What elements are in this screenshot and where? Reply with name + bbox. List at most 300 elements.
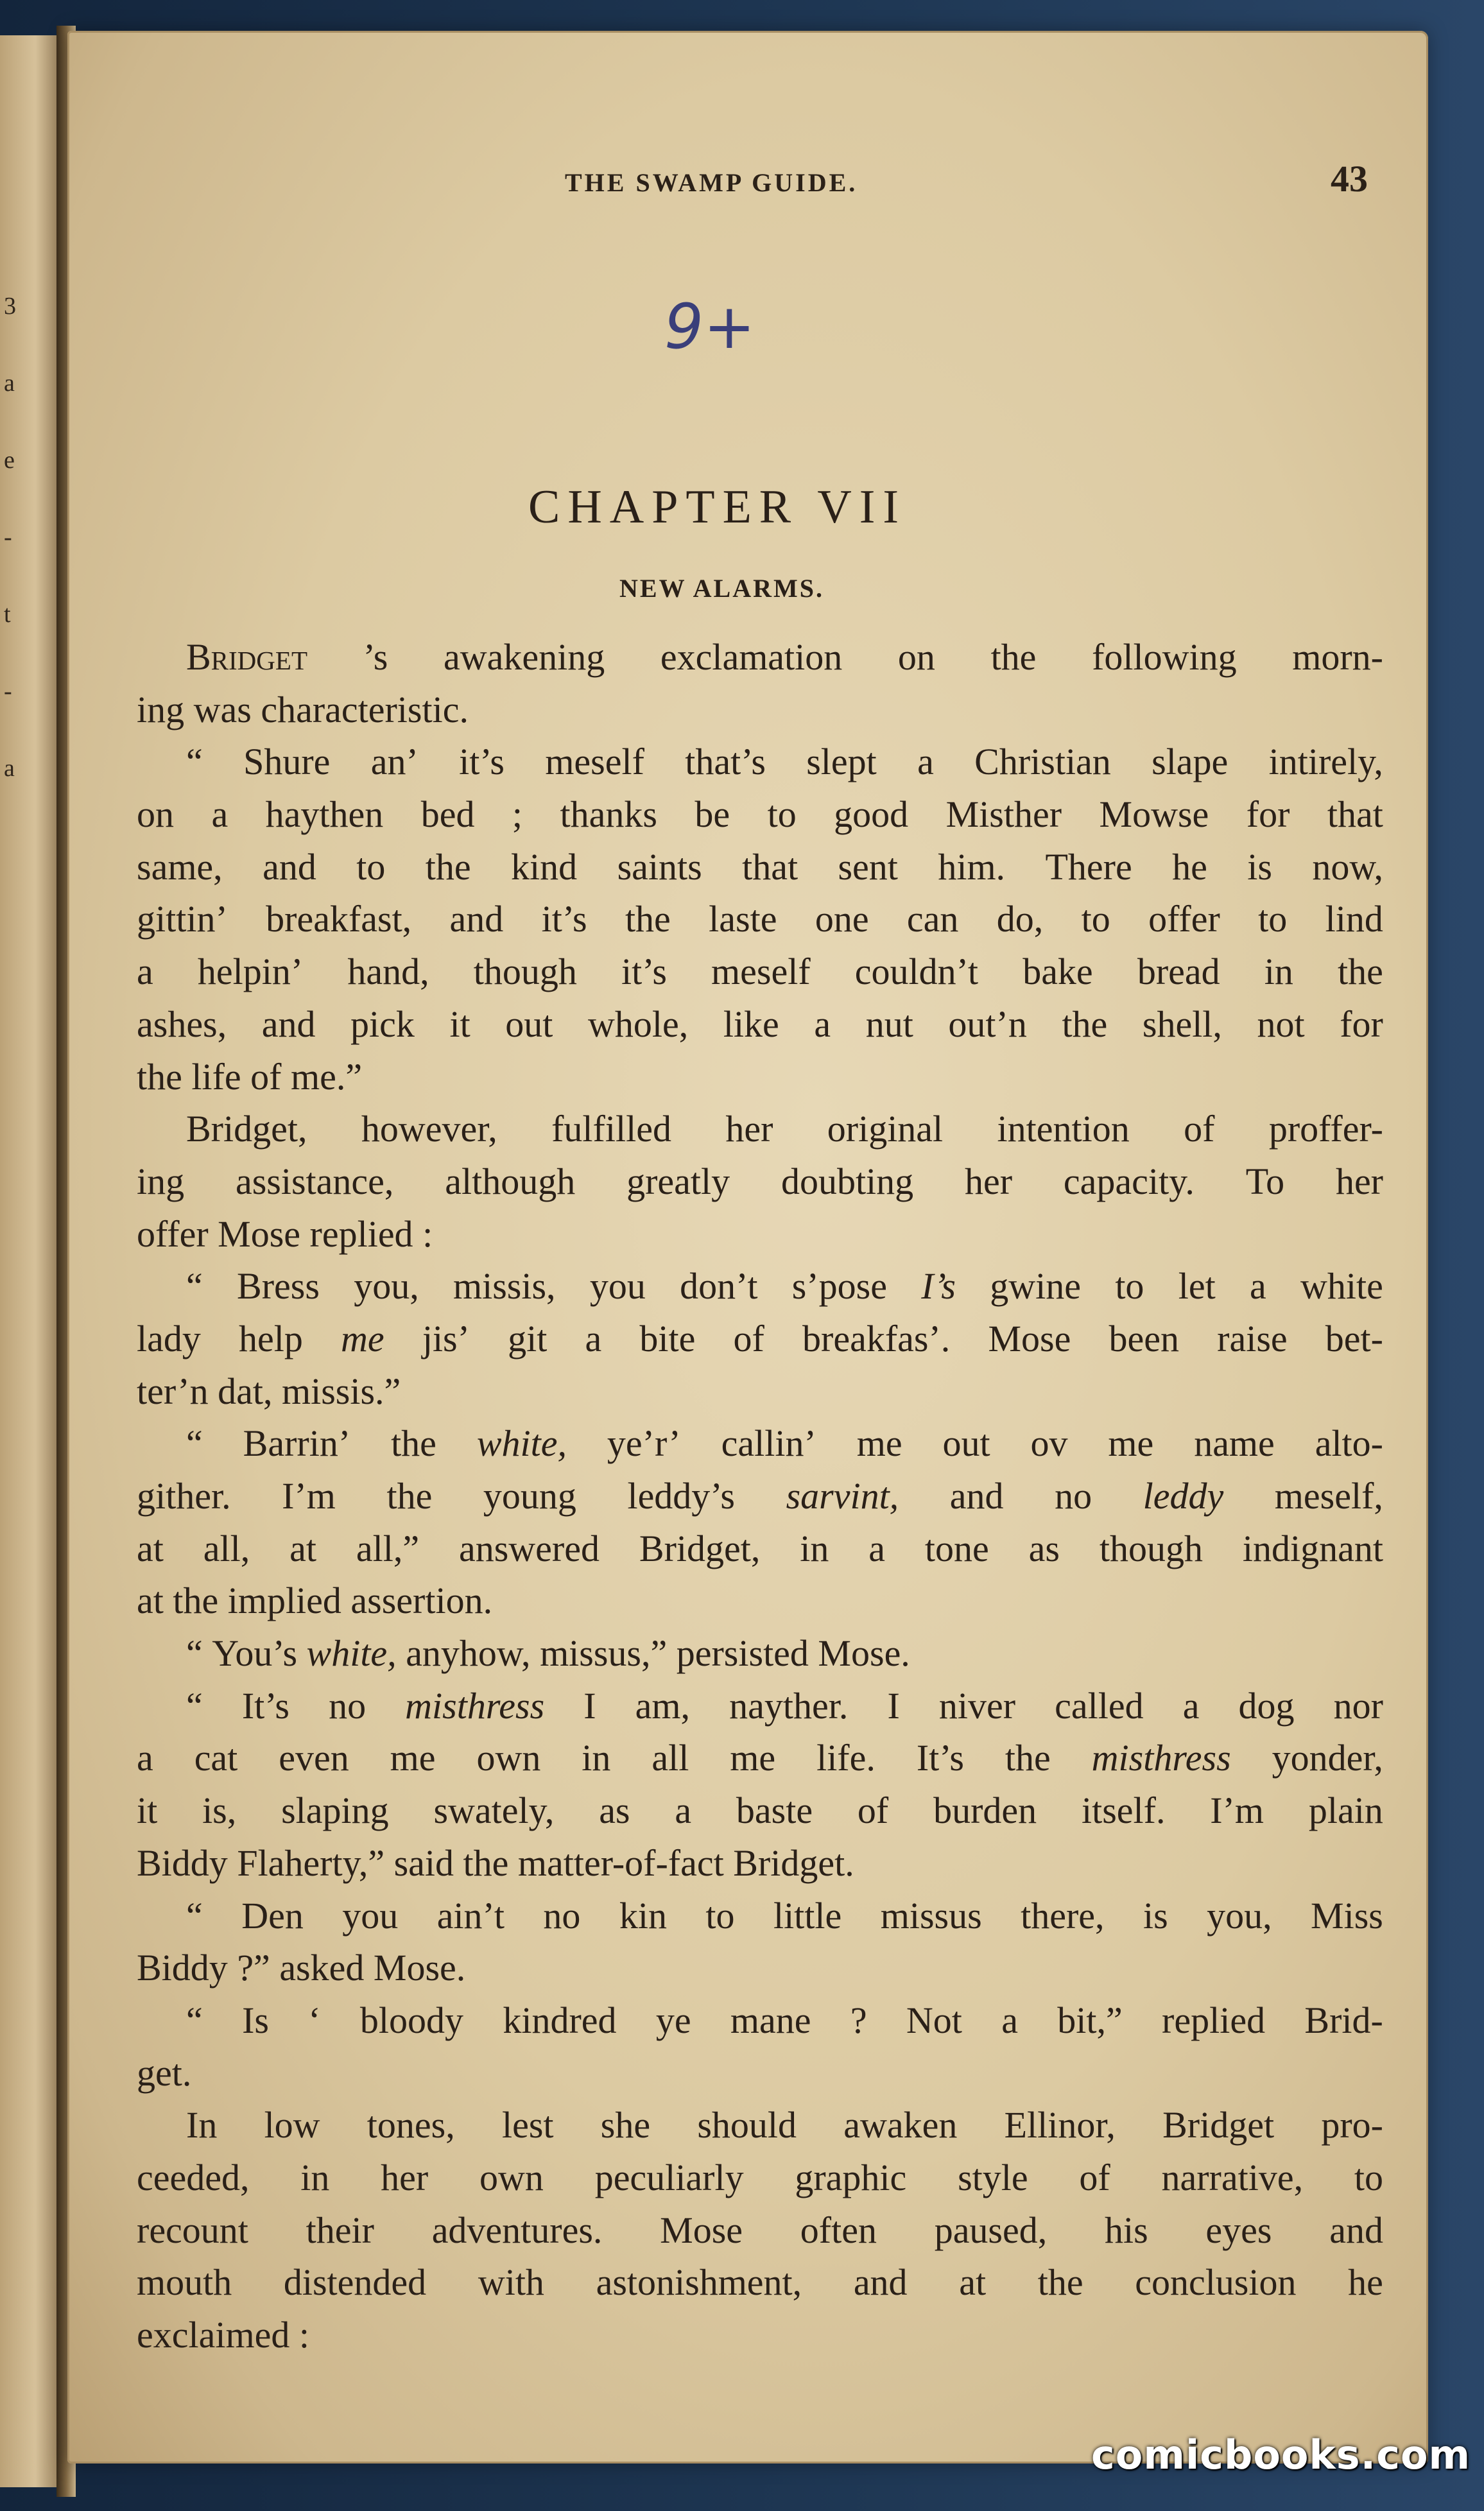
text-word: was — [193, 688, 261, 730]
text-word: bake — [1022, 951, 1093, 993]
text-word: doubting — [781, 1160, 914, 1202]
text-word: lady — [137, 1317, 201, 1359]
text-word: In — [186, 2104, 218, 2146]
text-word: morn- — [1292, 636, 1383, 678]
left-page-fragment: a — [4, 370, 15, 397]
text-word: kindred — [503, 1999, 617, 2041]
text-line — [137, 2256, 1383, 2309]
text-word: Barrin’ — [243, 1422, 351, 1465]
text-word: and — [949, 1475, 1004, 1517]
text-word: young — [483, 1475, 576, 1517]
text-line — [137, 1942, 1383, 1994]
text-word: matter-of-fact — [517, 1842, 734, 1884]
text-word: life. — [816, 1737, 876, 1779]
text-word: me — [390, 1737, 436, 1779]
text-word: a — [917, 741, 934, 783]
text-word: itself. — [1081, 1790, 1166, 1832]
text-word: niver — [938, 1684, 1016, 1727]
text-word: me — [1108, 1422, 1154, 1465]
text-word: sarvint, — [786, 1475, 899, 1517]
text-word: bite — [639, 1317, 696, 1359]
text-word: as — [1028, 1527, 1060, 1569]
text-word: to — [1081, 898, 1110, 940]
text-word: a — [814, 1003, 831, 1045]
text-word: it — [137, 1790, 158, 1832]
text-word: and — [449, 898, 504, 940]
text-word: original — [827, 1108, 944, 1150]
text-word: couldn’t — [854, 951, 979, 993]
text-word: and — [261, 1003, 316, 1045]
text-word: I’m — [282, 1475, 336, 1517]
text-word: s’pose — [791, 1265, 887, 1307]
text-word: ashes, — [137, 1003, 227, 1045]
text-word: exclamation — [660, 636, 843, 678]
left-page-fragment: t — [4, 601, 11, 628]
text-word: replied — [309, 1212, 423, 1255]
text-word: swately, — [433, 1790, 555, 1832]
left-page-fragment: - — [4, 678, 12, 705]
text-line — [137, 788, 1383, 841]
text-word: ing — [137, 688, 194, 730]
text-word: of — [733, 1317, 764, 1359]
text-word: get. — [137, 2051, 192, 2094]
text-word: meself — [545, 741, 644, 783]
text-word: asked — [279, 1947, 374, 1989]
text-word: a — [868, 1527, 886, 1569]
text-word: her — [1335, 1160, 1383, 1202]
text-word: I — [887, 1684, 900, 1727]
text-line — [137, 1575, 1383, 1627]
text-word: yonder, — [1272, 1737, 1383, 1779]
text-word: it’s — [621, 951, 667, 993]
text-word: same, — [137, 845, 223, 888]
text-word: answered — [458, 1527, 600, 1569]
text-word: said — [393, 1842, 463, 1884]
text-word: even — [279, 1737, 349, 1779]
text-word: “ — [186, 1265, 203, 1307]
text-word: out’n — [948, 1003, 1027, 1045]
text-word: nut — [865, 1003, 913, 1045]
text-line — [137, 1260, 1383, 1313]
text-word: to — [1354, 2156, 1383, 2198]
text-word: don’t — [680, 1265, 758, 1307]
text-word: ?” — [237, 1947, 280, 1989]
text-word: the — [391, 1422, 436, 1465]
text-word: helpin’ — [197, 951, 304, 993]
text-word: me — [856, 1422, 902, 1465]
text-word: that — [1327, 793, 1383, 836]
text-word: the — [463, 1842, 518, 1884]
text-word: although — [445, 1160, 576, 1202]
text-word: distended — [283, 2261, 427, 2304]
text-word: following — [1092, 636, 1237, 678]
text-word: a — [137, 1737, 153, 1779]
text-word: all, — [203, 1527, 250, 1569]
text-word: ing — [137, 1160, 185, 1202]
text-word: leddy — [1143, 1475, 1224, 1517]
text-word: ter’n — [137, 1370, 218, 1412]
text-word: ov — [1030, 1422, 1068, 1465]
text-word: all — [651, 1737, 689, 1779]
text-word: Misther — [945, 793, 1062, 836]
text-word: no — [1055, 1475, 1092, 1517]
text-word: kin — [619, 1894, 667, 1937]
text-word: white, — [476, 1422, 567, 1465]
text-word: Bridget, — [186, 1108, 307, 1150]
text-word: lest — [501, 2104, 554, 2146]
text-word: hand, — [347, 951, 429, 993]
text-word: “ — [186, 1894, 203, 1937]
text-word: on — [897, 636, 935, 678]
text-word: name — [1194, 1422, 1275, 1465]
text-word: bet- — [1325, 1317, 1383, 1359]
text-word: greatly — [626, 1160, 730, 1202]
text-word: Bridget — [186, 636, 307, 678]
text-word: leddy’s — [627, 1475, 735, 1517]
text-word: you, — [354, 1265, 419, 1307]
text-word: all,” — [356, 1527, 420, 1569]
text-word: Bridget — [1162, 2104, 1275, 2146]
running-head: THE SWAMP GUIDE. — [565, 168, 858, 197]
text-word: bed — [420, 793, 475, 836]
text-word: there, — [1021, 1894, 1105, 1937]
text-word: you — [342, 1894, 399, 1937]
text-word: often — [800, 2209, 877, 2251]
text-word: however, — [361, 1108, 497, 1150]
text-word: characteristic. — [261, 688, 469, 730]
text-word: and — [853, 2261, 908, 2304]
text-word: out — [505, 1003, 553, 1045]
text-word: her — [725, 1108, 773, 1150]
text-word: is — [1247, 845, 1272, 888]
text-word: a — [1001, 1999, 1018, 2041]
text-line — [137, 1417, 1383, 1470]
text-word: Ellinor, — [1004, 2104, 1116, 2146]
text-word: her — [381, 2156, 429, 2198]
text-word: eyes — [1205, 2209, 1272, 2251]
text-word: tones, — [367, 2104, 455, 2146]
text-word: “ — [186, 1999, 203, 2041]
text-word: ain’t — [436, 1894, 505, 1937]
text-line — [137, 1994, 1383, 2047]
text-word: mouth — [137, 2261, 232, 2304]
text-word: intention — [997, 1108, 1130, 1150]
text-word: misthress — [1091, 1737, 1231, 1779]
text-word: dog — [1238, 1684, 1295, 1727]
text-word: offer — [137, 1212, 218, 1255]
text-word: let — [1178, 1265, 1216, 1307]
text-word: for — [1246, 793, 1290, 836]
text-word: It’s — [241, 1684, 289, 1727]
text-word: slaping — [281, 1790, 389, 1832]
text-word: Mose — [218, 1212, 310, 1255]
text-word: their — [306, 2209, 374, 2251]
text-word: lind — [1325, 898, 1383, 940]
text-word: pro- — [1321, 2104, 1383, 2146]
text-word: missis, — [453, 1265, 556, 1307]
text-word: now, — [1312, 845, 1383, 888]
text-word: me.” — [290, 1055, 363, 1098]
text-line — [137, 1732, 1383, 1784]
text-word: though — [473, 951, 577, 993]
text-word: nor — [1333, 1684, 1383, 1727]
text-line — [137, 2047, 1383, 2100]
text-word: like — [723, 1003, 779, 1045]
text-word: kind — [511, 845, 578, 888]
text-word: bit,” — [1057, 1999, 1123, 2041]
text-word: a — [1249, 1265, 1266, 1307]
text-word: am, — [635, 1684, 691, 1727]
text-word: Bridget, — [639, 1527, 761, 1569]
text-word: out — [942, 1422, 990, 1465]
book-page — [67, 31, 1428, 2464]
left-page-fragment: 3 — [4, 293, 16, 320]
text-word: me — [341, 1317, 384, 1359]
text-word: Flaherty,” — [237, 1842, 394, 1884]
text-word: replied — [1162, 1999, 1266, 2041]
text-word: haythen — [265, 793, 384, 836]
text-word: should — [697, 2104, 797, 2146]
text-word: me — [730, 1737, 776, 1779]
text-line — [137, 1365, 1383, 1418]
text-line — [137, 1523, 1383, 1575]
text-word: the — [1062, 1003, 1108, 1045]
text-word: anyhow, — [406, 1632, 540, 1675]
text-word: Den — [241, 1894, 304, 1937]
text-word: a — [585, 1317, 602, 1359]
text-word: To — [1245, 1160, 1285, 1202]
text-word: saints — [617, 845, 702, 888]
text-word: misthress — [405, 1684, 545, 1727]
text-line — [137, 1051, 1383, 1103]
text-line — [137, 2204, 1383, 2257]
text-word: thanks — [560, 793, 657, 836]
text-line — [137, 998, 1383, 1051]
text-word: the — [1037, 2261, 1083, 2304]
text-word: You’s — [212, 1632, 307, 1675]
text-word: Shure — [243, 741, 331, 783]
text-word: Bridget. — [733, 1842, 854, 1884]
text-word: a — [1182, 1684, 1200, 1727]
text-word: breakfas’. — [802, 1317, 951, 1359]
text-word: Mowse — [1099, 793, 1209, 836]
text-word: a — [211, 793, 229, 836]
text-word: dat, — [218, 1370, 282, 1412]
text-line — [137, 945, 1383, 998]
text-word: the — [1005, 1737, 1051, 1779]
text-word: offer — [1148, 898, 1220, 940]
text-word: mane — [730, 1999, 811, 2041]
text-word: she — [600, 2104, 651, 2146]
text-word: in — [582, 1737, 611, 1779]
text-word: for — [1340, 1003, 1383, 1045]
text-word: no — [543, 1894, 581, 1937]
text-word: him. — [938, 845, 1006, 888]
text-word: fulfilled — [551, 1108, 671, 1150]
text-word: laste — [709, 898, 777, 940]
text-word: of — [1184, 1108, 1215, 1150]
text-word: little — [773, 1894, 842, 1937]
text-word: callin’ — [721, 1422, 816, 1465]
text-line — [137, 1470, 1383, 1523]
text-word: ceeded, — [137, 2156, 250, 2198]
text-word: Biddy — [137, 1947, 237, 1989]
text-word: recount — [137, 2209, 248, 2251]
text-word: git — [508, 1317, 548, 1359]
text-line — [137, 2309, 1383, 2361]
text-word: low — [264, 2104, 320, 2146]
text-line — [137, 1208, 1383, 1261]
text-line — [137, 1890, 1383, 1942]
text-word: as — [599, 1790, 630, 1832]
text-word: : — [422, 1212, 433, 1255]
text-word: Biddy — [137, 1842, 237, 1884]
text-word: meself, — [1274, 1475, 1383, 1517]
text-word: intirely, — [1268, 741, 1383, 783]
text-word: her — [965, 1160, 1013, 1202]
text-word: at — [137, 1580, 173, 1622]
text-word: assertion. — [350, 1580, 493, 1622]
text-word: proffer- — [1268, 1108, 1383, 1150]
text-word: own — [476, 1737, 541, 1779]
text-word: astonishment, — [596, 2261, 802, 2304]
text-word: with — [478, 2261, 544, 2304]
text-word: alto- — [1315, 1422, 1383, 1465]
text-word: to — [1258, 898, 1288, 940]
left-page-fragment: a — [4, 755, 15, 782]
text-word: gither. — [137, 1475, 231, 1517]
text-word: cat — [194, 1737, 238, 1779]
text-word: gittin’ — [137, 898, 228, 940]
text-line — [137, 1155, 1383, 1208]
text-word: called — [1055, 1684, 1144, 1727]
chapter-subtitle: NEW ALARMS. — [619, 574, 824, 603]
text-line — [137, 893, 1383, 945]
text-word: narrative, — [1161, 2156, 1304, 2198]
text-word: be — [695, 793, 730, 836]
body-text — [137, 631, 1383, 2361]
text-word: ye — [655, 1999, 691, 2041]
text-word: a — [675, 1790, 692, 1832]
text-word: I — [583, 1684, 596, 1727]
text-word: at — [289, 1527, 316, 1569]
page-number: 43 — [1331, 158, 1368, 200]
text-word: life — [191, 1055, 251, 1098]
text-word: meself — [711, 951, 811, 993]
text-line — [137, 841, 1383, 893]
text-word: the — [1338, 951, 1383, 993]
left-page-fragment: e — [4, 447, 15, 474]
text-word: ; — [512, 793, 523, 836]
text-word: no — [329, 1684, 367, 1727]
text-line — [137, 1627, 1383, 1680]
chapter-title: CHAPTER VII — [528, 481, 907, 533]
text-word: Mose — [988, 1317, 1071, 1359]
text-word: slape — [1152, 741, 1229, 783]
text-word: Is — [242, 1999, 269, 2041]
text-word: Not — [906, 1999, 962, 2041]
text-word: pick — [350, 1003, 415, 1045]
text-word: whole, — [588, 1003, 689, 1045]
text-word: gwine — [990, 1265, 1082, 1307]
text-word: it — [449, 1003, 470, 1045]
text-word: to — [767, 793, 797, 836]
text-word: though — [1099, 1527, 1204, 1569]
text-word: the — [625, 898, 671, 940]
text-word: missus — [880, 1894, 982, 1937]
text-word: to — [705, 1894, 735, 1937]
text-word: raise — [1217, 1317, 1288, 1359]
text-word: I’m — [1210, 1790, 1264, 1832]
text-line — [137, 684, 1383, 736]
text-word: “ — [186, 1422, 203, 1465]
text-word: burden — [933, 1790, 1037, 1832]
text-word: to — [356, 845, 386, 888]
text-word: ye’r’ — [607, 1422, 681, 1465]
text-word: breakfast, — [266, 898, 412, 940]
text-word: it’s — [541, 898, 587, 940]
text-word: and — [263, 845, 316, 888]
handwritten-pencil-note: 9+ — [664, 291, 755, 363]
text-word: : — [298, 2314, 309, 2356]
text-word: on — [137, 793, 174, 836]
text-word: Christian — [974, 741, 1111, 783]
text-word: Mose — [660, 2209, 743, 2251]
text-word: graphic — [795, 2156, 907, 2198]
text-word: assistance, — [235, 1160, 394, 1202]
text-word: a — [137, 951, 153, 993]
text-word: conclusion — [1135, 2261, 1297, 2304]
text-word: sent — [838, 845, 898, 888]
text-word: bloody — [359, 1999, 464, 2041]
watermark: comicbooks.com — [1091, 2431, 1471, 2478]
text-line — [137, 1784, 1383, 1837]
text-word: capacity. — [1063, 1160, 1195, 1202]
text-word: in — [1264, 951, 1293, 993]
text-word: indignant — [1242, 1527, 1383, 1569]
text-line — [137, 1103, 1383, 1155]
text-word: ? — [850, 1999, 867, 2041]
text-line — [137, 2099, 1383, 2152]
text-word: It’s — [916, 1737, 964, 1779]
text-word: white — [1300, 1265, 1383, 1307]
text-word: own — [479, 2156, 544, 2198]
text-line — [137, 2152, 1383, 2204]
text-word: Bress — [237, 1265, 320, 1307]
text-word: plain — [1308, 1790, 1383, 1832]
text-word: shell, — [1142, 1003, 1222, 1045]
text-word: ’s — [363, 636, 388, 678]
text-word: the — [990, 636, 1037, 678]
text-word: the — [173, 1580, 228, 1622]
text-word: of — [1079, 2156, 1110, 2198]
text-word: slept — [806, 741, 877, 783]
adjacent-page-edge — [0, 35, 64, 2487]
text-word: Mose. — [818, 1632, 910, 1675]
text-word: of — [250, 1055, 291, 1098]
text-word: the — [425, 845, 471, 888]
text-word: Miss — [1311, 1894, 1383, 1937]
text-word: bread — [1137, 951, 1220, 993]
text-line — [137, 1837, 1383, 1890]
text-word: his — [1104, 2209, 1148, 2251]
text-word: persisted — [676, 1632, 818, 1675]
text-word: is — [1143, 1894, 1168, 1937]
text-word: white, — [306, 1632, 406, 1675]
text-word: baste — [736, 1790, 813, 1832]
text-word: the — [137, 1055, 192, 1098]
text-word: missus,” — [540, 1632, 677, 1675]
